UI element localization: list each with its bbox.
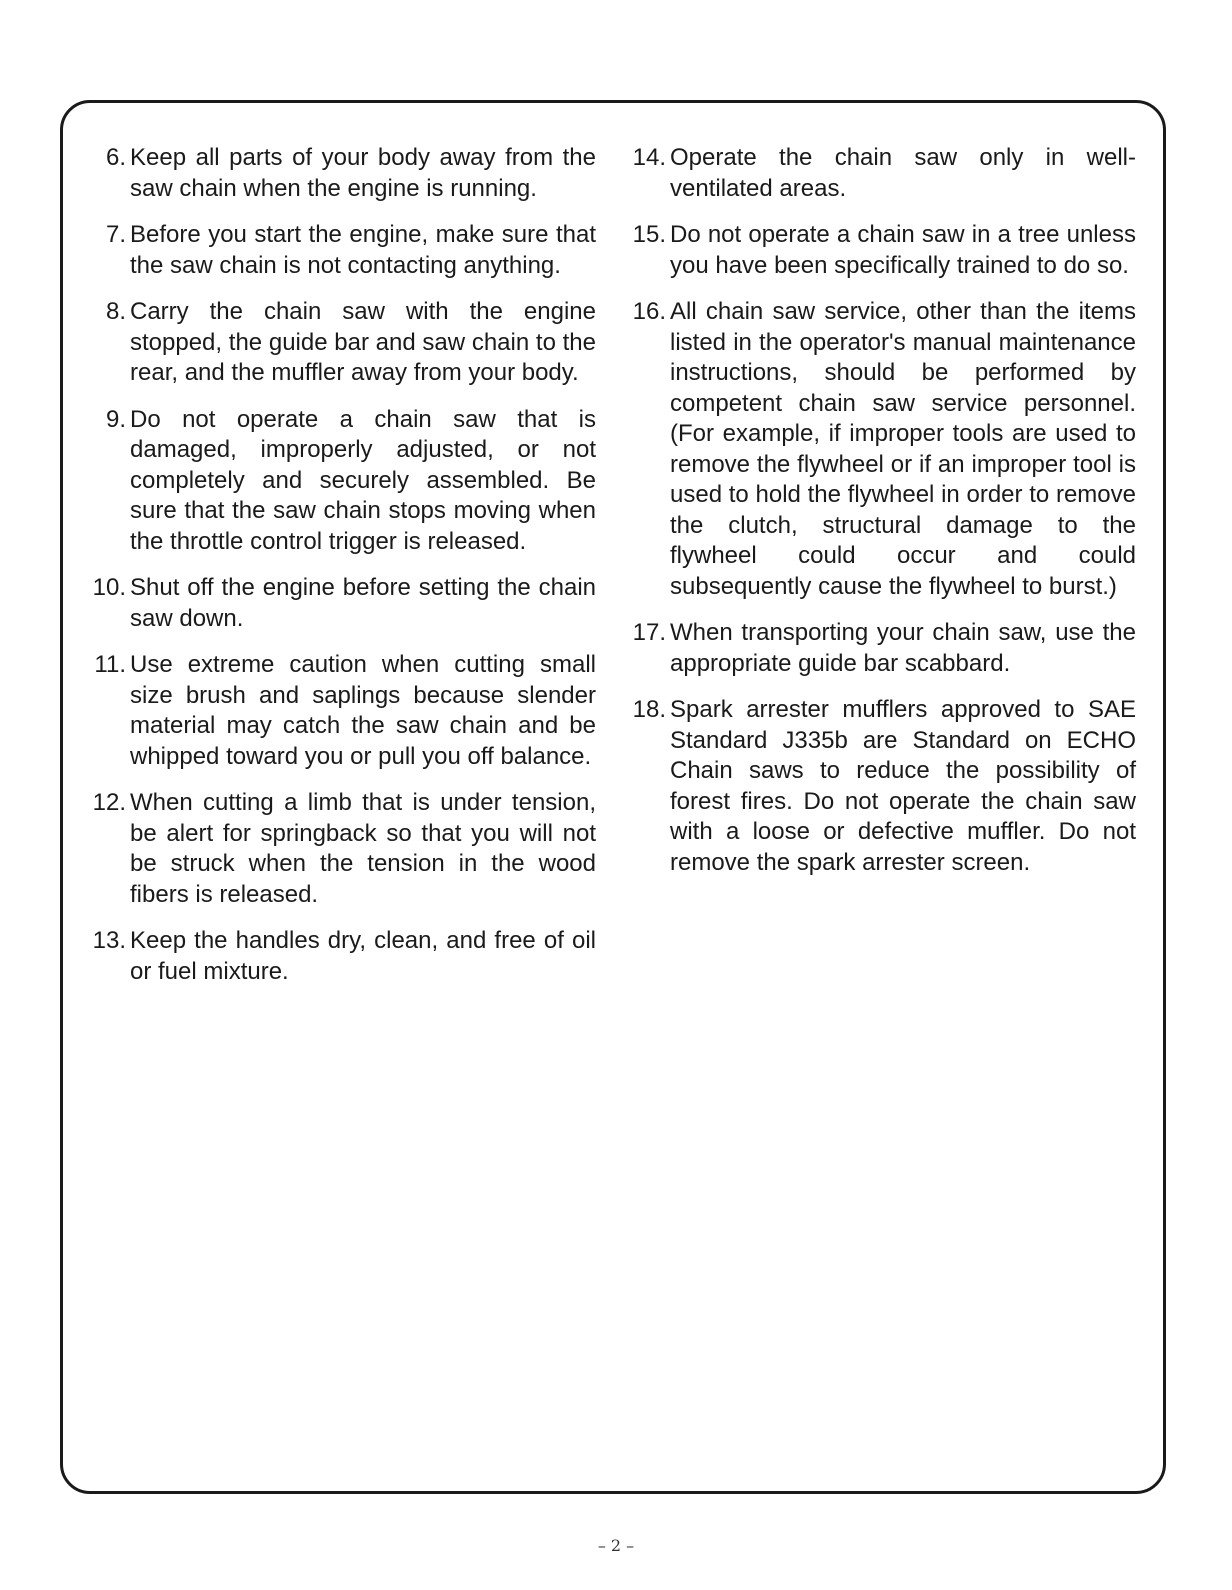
left-column — [88, 143, 596, 1003]
right-column — [624, 143, 1136, 894]
item-number: 15. — [632, 221, 666, 248]
item-text: When cutting a limb that is under tension, be alert for springback so that you will not be struck when the tension in the wood fibers is released. — [130, 789, 596, 908]
item-text: Keep the handles dry, clean, and free of oil or fuel mixture. — [130, 927, 596, 985]
item-text: Shut off the engine before setting the chain saw down. — [130, 574, 596, 632]
item-number: 12. — [92, 789, 126, 816]
item-text: Keep all parts of your body away from the saw chain when the engine is running. — [130, 144, 596, 202]
item-text: Operate the chain saw only in well-ventilated areas. — [670, 144, 1136, 202]
page-number: – 2 – — [597, 1536, 635, 1555]
list-item — [88, 220, 596, 281]
list-item — [624, 618, 1136, 679]
item-number: 10. — [92, 574, 126, 601]
item-number: 8. — [105, 298, 126, 325]
list-item — [88, 788, 596, 910]
list-item — [624, 220, 1136, 281]
list-item — [88, 650, 596, 772]
item-text: Use extreme caution when cutting small size brush and saplings because slender material may catch the saw chain and be whipped toward you or pull you off balance. — [130, 651, 596, 770]
item-number: 18. — [632, 696, 666, 723]
list-item — [624, 143, 1136, 204]
item-text: Do not operate a chain saw in a tree unless you have been specifically trained to do so. — [670, 221, 1136, 279]
item-number: 16. — [632, 298, 666, 325]
list-item — [624, 297, 1136, 602]
item-text: Spark arrester mufflers approved to SAE Standard J335b are Standard on ECHO Chain saws to reduce the possibility of forest fires. Do not operate the chain saw with a loose or defective muffler. Do not remove the spark arrester screen. — [670, 696, 1136, 876]
item-text: Before you start the engine, make sure that the saw chain is not contacting anything. — [130, 221, 596, 279]
list-item — [88, 926, 596, 987]
item-number: 9. — [105, 405, 126, 433]
list-item — [88, 573, 596, 634]
item-text: All chain saw service, other than the items listed in the operator's manual maintenance instructions, should be performed by competent chain saw service personnel. (For example, if improper tools are used to remove the flywheel or if an improper tool is used to hold the flywheel in order to remove the clutch, structural damage to the flywheel could occur and could subsequently cause the flywheel to burst.) — [670, 298, 1136, 600]
item-text: Carry the chain saw with the engine stopped, the guide bar and saw chain to the rear, and the muffler away from your body. — [130, 298, 596, 386]
item-number: 6. — [105, 144, 126, 171]
list-item — [88, 405, 596, 558]
item-text: When transporting your chain saw, use the appropriate guide bar scabbard. — [670, 619, 1136, 677]
list-item — [88, 143, 596, 204]
item-number: 13. — [92, 927, 126, 954]
list-item — [88, 297, 596, 389]
item-text: Do not operate a chain saw that is damaged, improperly adjusted, or not completely and securely assembled. Be sure that the saw chain stops moving when the throttle control trigger is released. — [130, 405, 596, 555]
item-number: 17. — [632, 619, 666, 646]
list-item — [624, 695, 1136, 878]
item-number: 11. — [94, 651, 126, 678]
item-number: 14. — [632, 144, 666, 171]
item-number: 7. — [105, 221, 126, 248]
